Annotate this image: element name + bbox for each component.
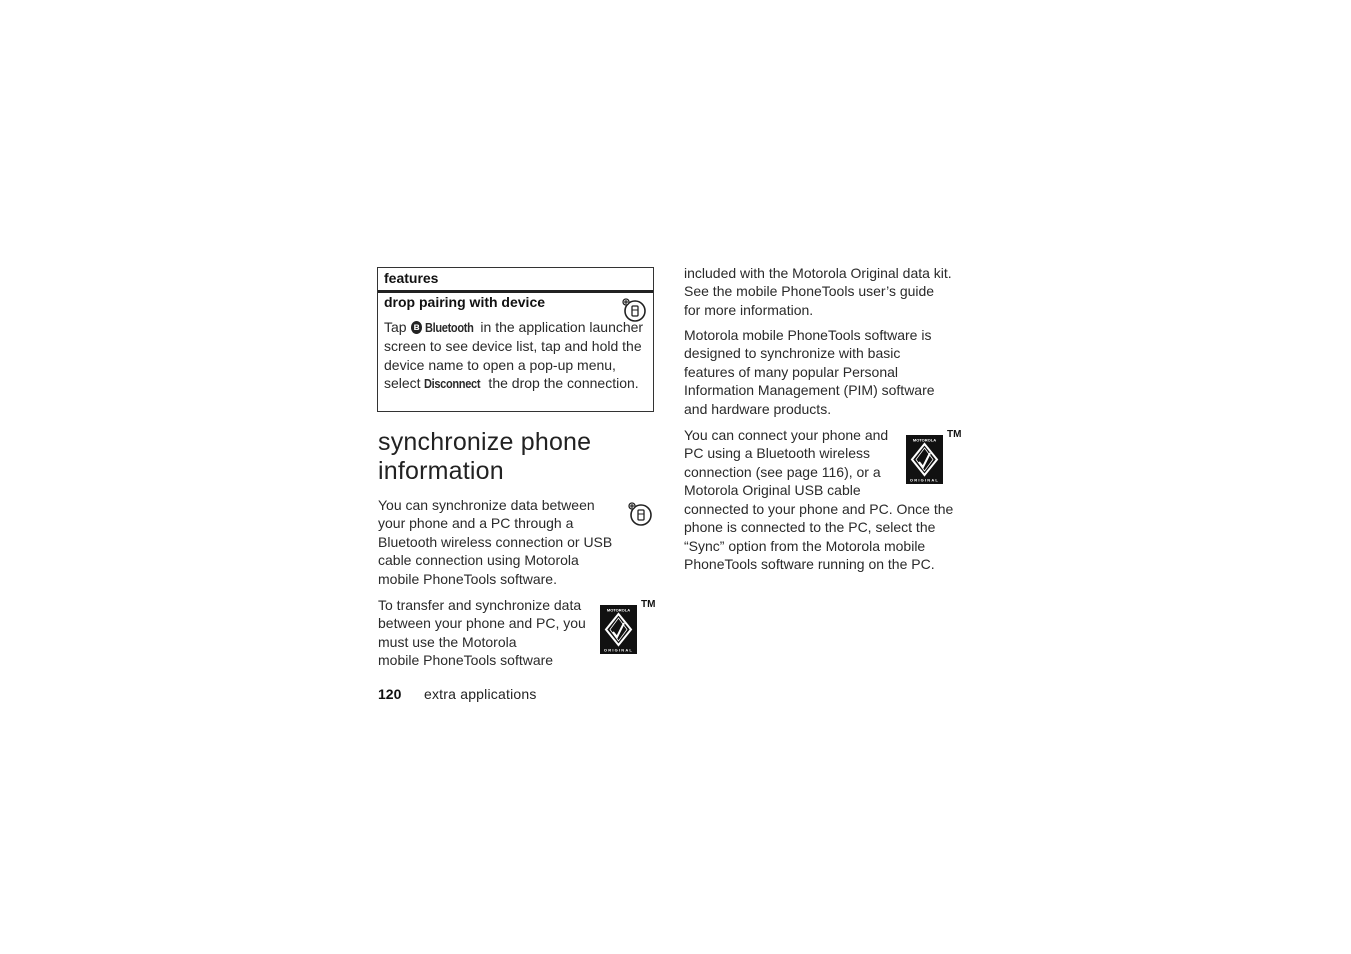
logo-brand-top: MOTOROLA <box>606 607 631 613</box>
connect-line: You can connect your phone and <box>684 427 889 443</box>
chapter-name: extra applications <box>424 686 537 702</box>
data-kit-paragraph: included with the Motorola Original data kit. See the mobile PhoneTools user’s guide for more information. <box>684 265 952 318</box>
motorola-original-logo <box>600 605 637 654</box>
bluetooth-menu-term: Bluetooth <box>425 320 474 335</box>
logo-brand-bottom: ORIGINAL <box>603 647 634 653</box>
pim-paragraph: Motorola mobile PhoneTools software is designed to synchronize with basic features of many popular Personal Information Management (PIM) software and hardware products. <box>684 327 935 417</box>
features-header-label: features <box>384 270 439 286</box>
transfer-paragraph <box>378 596 593 670</box>
motorola-original-logo <box>906 435 943 484</box>
trademark-mark: TM <box>947 429 962 440</box>
feature-text-1: Tap <box>384 319 411 335</box>
feature-text-3: the drop the connection. <box>484 375 639 392</box>
transfer-line: must use the Motorola <box>378 633 517 650</box>
connect-line: PC using a Bluetooth wireless <box>684 445 870 462</box>
bluetooth-icon <box>411 321 422 334</box>
connect-paragraph-rest: connected to your phone and PC. Once the phone is connected to the PC, select the “Sync” option from the Motorola mobile PhoneTools software running on the PC. <box>684 501 954 573</box>
connect-line: Motorola Original USB cable <box>684 482 861 499</box>
connect-line: connection (see page 116), or a <box>684 463 881 480</box>
network-feature-icon <box>628 502 652 526</box>
section-title: synchronize phone information <box>378 428 592 485</box>
disconnect-menu-term: Disconnect <box>424 376 481 392</box>
trademark-mark: TM <box>641 599 656 610</box>
features-table-header <box>378 268 653 293</box>
logo-brand-bottom: ORIGINAL <box>909 477 940 483</box>
feature-row-title: drop pairing with device <box>384 294 546 310</box>
page-number: 120 <box>378 686 402 702</box>
transfer-line: mobile PhoneTools software <box>378 652 554 669</box>
feature-text-2: in the application launcher screen to see device list, tap and hold the device name to open a pop-up menu, select <box>384 319 644 392</box>
connect-paragraph-wrap <box>684 426 904 500</box>
features-table <box>377 267 654 412</box>
transfer-line: between your phone and PC, you <box>378 615 586 632</box>
feature-row-description <box>384 318 646 394</box>
transfer-line: To transfer and synchronize data <box>378 597 582 613</box>
sync-intro-paragraph: You can synchronize data between your phone and a PC through a Bluetooth wireless connection or USB cable connection using Motorola mobile PhoneTools software. <box>378 497 613 587</box>
logo-brand-top: MOTOROLA <box>912 437 937 443</box>
